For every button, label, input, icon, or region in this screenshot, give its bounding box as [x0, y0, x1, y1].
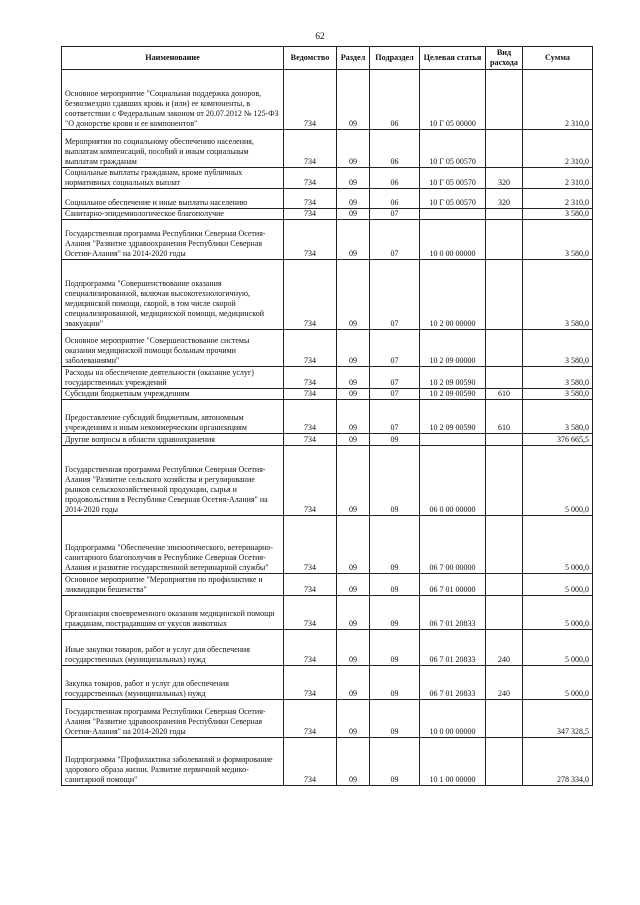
row-razdel: 09	[337, 666, 370, 700]
row-summa: 5 000,0	[523, 516, 593, 574]
table-row	[62, 516, 593, 574]
row-summa: 2 310,0	[523, 130, 593, 168]
table-row	[62, 666, 593, 700]
page-number: 62	[315, 32, 325, 42]
row-vedomstvo: 734	[284, 446, 337, 516]
row-summa: 2 310,0	[523, 168, 593, 189]
row-vedomstvo: 734	[284, 738, 337, 786]
row-razdel: 09	[337, 130, 370, 168]
row-podrazdel: 06	[370, 130, 420, 168]
row-name: Иные закупки товаров, работ и услуг для обеспечения государственных (муниципальных) нужд	[62, 630, 284, 666]
row-vid: 320	[486, 168, 523, 189]
row-statya: 06 0 00 00000	[420, 446, 486, 516]
table-row	[62, 330, 593, 367]
row-podrazdel: 07	[370, 400, 420, 434]
row-vid	[486, 220, 523, 260]
row-vedomstvo: 734	[284, 389, 337, 400]
row-statya: 06 7 01 20833	[420, 630, 486, 666]
row-vid	[486, 209, 523, 220]
row-statya: 10 2 09 00590	[420, 389, 486, 400]
header-name: Наименование	[62, 47, 284, 70]
table-row	[62, 596, 593, 630]
table-row	[62, 400, 593, 434]
row-razdel: 09	[337, 700, 370, 738]
row-podrazdel: 09	[370, 738, 420, 786]
row-vedomstvo: 734	[284, 189, 337, 209]
row-podrazdel: 07	[370, 367, 420, 389]
table-row	[62, 367, 593, 389]
row-statya: 10 Г 05 00570	[420, 130, 486, 168]
table-row	[62, 130, 593, 168]
row-name: Государственная программа Республики Северная Осетия-Алания "Развитие здравоохранения Республики Северная Осетия-Алания" на 2014-2020 годы	[62, 220, 284, 260]
row-vid	[486, 434, 523, 446]
row-vedomstvo: 734	[284, 130, 337, 168]
header-summa: Сумма	[523, 47, 593, 70]
row-podrazdel: 09	[370, 666, 420, 700]
row-razdel: 09	[337, 330, 370, 367]
row-summa: 278 334,0	[523, 738, 593, 786]
row-name: Основное мероприятие "Совершенствование системы оказания медицинской помощи больным прочими заболеваниями"	[62, 330, 284, 367]
row-podrazdel: 09	[370, 596, 420, 630]
row-vedomstvo: 734	[284, 260, 337, 330]
row-vedomstvo: 734	[284, 434, 337, 446]
row-razdel: 09	[337, 220, 370, 260]
row-vid	[486, 446, 523, 516]
row-name: Закупка товаров, работ и услуг для обеспечения государственных (муниципальных) нужд	[62, 666, 284, 700]
table-header-row	[62, 47, 593, 70]
row-vedomstvo: 734	[284, 700, 337, 738]
row-razdel: 09	[337, 70, 370, 130]
row-razdel: 09	[337, 596, 370, 630]
row-summa: 2 310,0	[523, 189, 593, 209]
row-vid: 320	[486, 189, 523, 209]
row-summa: 5 000,0	[523, 446, 593, 516]
row-summa: 3 580,0	[523, 367, 593, 389]
table-row	[62, 70, 593, 130]
row-razdel: 09	[337, 630, 370, 666]
row-vid: 240	[486, 666, 523, 700]
table-row	[62, 389, 593, 400]
header-vid: Вид расхода	[486, 47, 523, 70]
row-summa: 3 580,0	[523, 400, 593, 434]
table-row	[62, 738, 593, 786]
row-podrazdel: 06	[370, 168, 420, 189]
row-vid	[486, 574, 523, 596]
row-podrazdel: 07	[370, 220, 420, 260]
row-summa: 347 328,5	[523, 700, 593, 738]
row-name: Мероприятия по социальному обеспечению населения, выплатам компенсаций, пособий и иным социальным выплатам гражданам	[62, 130, 284, 168]
row-name: Подпрограмма "Обеспечение эпизоотического, ветеринарно-санитарного благополучия в Республике Северная Осетия-Алания и развитие государственной ветеринарной службы"	[62, 516, 284, 574]
row-statya: 06 7 01 00000	[420, 574, 486, 596]
row-podrazdel: 07	[370, 330, 420, 367]
row-razdel: 09	[337, 516, 370, 574]
row-vid	[486, 130, 523, 168]
table-row	[62, 168, 593, 189]
header-podrazdel: Подраздел	[370, 47, 420, 70]
table-row	[62, 220, 593, 260]
row-vedomstvo: 734	[284, 574, 337, 596]
row-vedomstvo: 734	[284, 209, 337, 220]
row-name: Субсидии бюджетным учреждениям	[62, 389, 284, 400]
row-podrazdel: 09	[370, 446, 420, 516]
row-name: Основное мероприятие "Мероприятия по профилактике и ликвидации бешенства"	[62, 574, 284, 596]
row-summa: 2 310,0	[523, 70, 593, 130]
row-name: Государственная программа Республики Северная Осетия-Алания "Развитие сельского хозяйства и регулирование рынков сельскохозяйственной продукции, сырья и продовольствия в Республике Северная Осетия-Алания" на 2014-2020 годы	[62, 446, 284, 516]
row-summa: 3 580,0	[523, 220, 593, 260]
row-podrazdel: 07	[370, 260, 420, 330]
table-row	[62, 434, 593, 446]
row-razdel: 09	[337, 168, 370, 189]
header-vedomstvo: Ведомство	[284, 47, 337, 70]
row-podrazdel: 09	[370, 630, 420, 666]
row-razdel: 09	[337, 738, 370, 786]
row-razdel: 09	[337, 574, 370, 596]
row-podrazdel: 09	[370, 434, 420, 446]
row-vid	[486, 260, 523, 330]
row-name: Социальные выплаты гражданам, кроме публичных нормативных социальных выплат	[62, 168, 284, 189]
row-statya: 10 0 00 00000	[420, 700, 486, 738]
row-statya: 10 1 00 00000	[420, 738, 486, 786]
row-vedomstvo: 734	[284, 666, 337, 700]
row-vedomstvo: 734	[284, 596, 337, 630]
row-statya: 10 2 09 00590	[420, 400, 486, 434]
row-vid: 610	[486, 400, 523, 434]
row-razdel: 09	[337, 446, 370, 516]
row-summa: 3 580,0	[523, 209, 593, 220]
header-statya: Целевая статья	[420, 47, 486, 70]
row-podrazdel: 07	[370, 209, 420, 220]
row-vedomstvo: 734	[284, 630, 337, 666]
row-vedomstvo: 734	[284, 168, 337, 189]
row-razdel: 09	[337, 367, 370, 389]
row-podrazdel: 07	[370, 389, 420, 400]
row-statya: 10 Г 05 00000	[420, 70, 486, 130]
table-row	[62, 700, 593, 738]
row-statya: 10 Г 05 00570	[420, 168, 486, 189]
row-razdel: 09	[337, 189, 370, 209]
row-podrazdel: 06	[370, 70, 420, 130]
row-summa: 3 580,0	[523, 330, 593, 367]
row-name: Организация своевременного оказания медицинской помощи гражданам, пострадавшим от укусов животных	[62, 596, 284, 630]
row-podrazdel: 09	[370, 516, 420, 574]
row-name: Расходы на обеспечение деятельности (оказание услуг) государственных учреждений	[62, 367, 284, 389]
row-name: Социальное обеспечение и иные выплаты населению	[62, 189, 284, 209]
row-vedomstvo: 734	[284, 70, 337, 130]
table-row	[62, 189, 593, 209]
header-razdel: Раздел	[337, 47, 370, 70]
row-statya: 06 7 00 00000	[420, 516, 486, 574]
row-podrazdel: 09	[370, 574, 420, 596]
row-vedomstvo: 734	[284, 400, 337, 434]
row-podrazdel: 09	[370, 700, 420, 738]
row-name: Санитарно-эпидемиологическое благополучие	[62, 209, 284, 220]
row-statya: 10 2 00 00000	[420, 260, 486, 330]
row-razdel: 09	[337, 389, 370, 400]
row-vid	[486, 516, 523, 574]
row-summa: 376 665,5	[523, 434, 593, 446]
row-vid	[486, 367, 523, 389]
table-row	[62, 630, 593, 666]
row-vedomstvo: 734	[284, 330, 337, 367]
row-summa: 3 580,0	[523, 260, 593, 330]
row-name: Подпрограмма "Совершенствование оказания специализированной, включая высокотехнологичную, медицинской помощи, скорой, в том числе скорой специализированной, медицинской помощи, медицинской эвакуации"	[62, 260, 284, 330]
table-row	[62, 574, 593, 596]
row-statya: 10 2 09 00000	[420, 330, 486, 367]
row-statya: 06 7 01 20833	[420, 666, 486, 700]
row-statya: 10 Г 05 00570	[420, 189, 486, 209]
budget-table	[61, 46, 593, 786]
row-vedomstvo: 734	[284, 516, 337, 574]
row-name: Государственная программа Республики Северная Осетия-Алания "Развитие здравоохранения Республики Северная Осетия-Алания" на 2014-2020 годы	[62, 700, 284, 738]
row-statya	[420, 434, 486, 446]
row-statya: 10 0 00 00000	[420, 220, 486, 260]
row-statya: 10 2 09 00590	[420, 367, 486, 389]
row-summa: 5 000,0	[523, 596, 593, 630]
row-summa: 5 000,0	[523, 666, 593, 700]
row-razdel: 09	[337, 260, 370, 330]
row-name: Другие вопросы в области здравоохранения	[62, 434, 284, 446]
row-vid	[486, 596, 523, 630]
table-row	[62, 260, 593, 330]
row-name: Основное мероприятие "Социальная поддержка доноров, безвозмездно сдавших кровь и (или) ее компоненты, в соответствии с Федеральным законом от 20.07.2012 № 125-ФЗ "О донорстве крови и ее компонентов"	[62, 70, 284, 130]
row-name: Предоставление субсидий бюджетным, автономным учреждениям и иным некоммерческим организациям	[62, 400, 284, 434]
row-vid	[486, 700, 523, 738]
row-summa: 3 580,0	[523, 389, 593, 400]
row-vedomstvo: 734	[284, 367, 337, 389]
row-vid	[486, 738, 523, 786]
row-razdel: 09	[337, 209, 370, 220]
row-podrazdel: 06	[370, 189, 420, 209]
row-vid	[486, 330, 523, 367]
row-vid	[486, 70, 523, 130]
row-razdel: 09	[337, 434, 370, 446]
row-name: Подпрограмма "Профилактика заболеваний и формирование здорового образа жизни. Развитие первичной медико-санитарной помощи"	[62, 738, 284, 786]
row-vid: 610	[486, 389, 523, 400]
row-summa: 5 000,0	[523, 630, 593, 666]
table-row	[62, 209, 593, 220]
row-vid: 240	[486, 630, 523, 666]
row-vedomstvo: 734	[284, 220, 337, 260]
row-razdel: 09	[337, 400, 370, 434]
table-row	[62, 446, 593, 516]
row-statya	[420, 209, 486, 220]
row-summa: 5 000,0	[523, 574, 593, 596]
row-statya: 06 7 01 20833	[420, 596, 486, 630]
